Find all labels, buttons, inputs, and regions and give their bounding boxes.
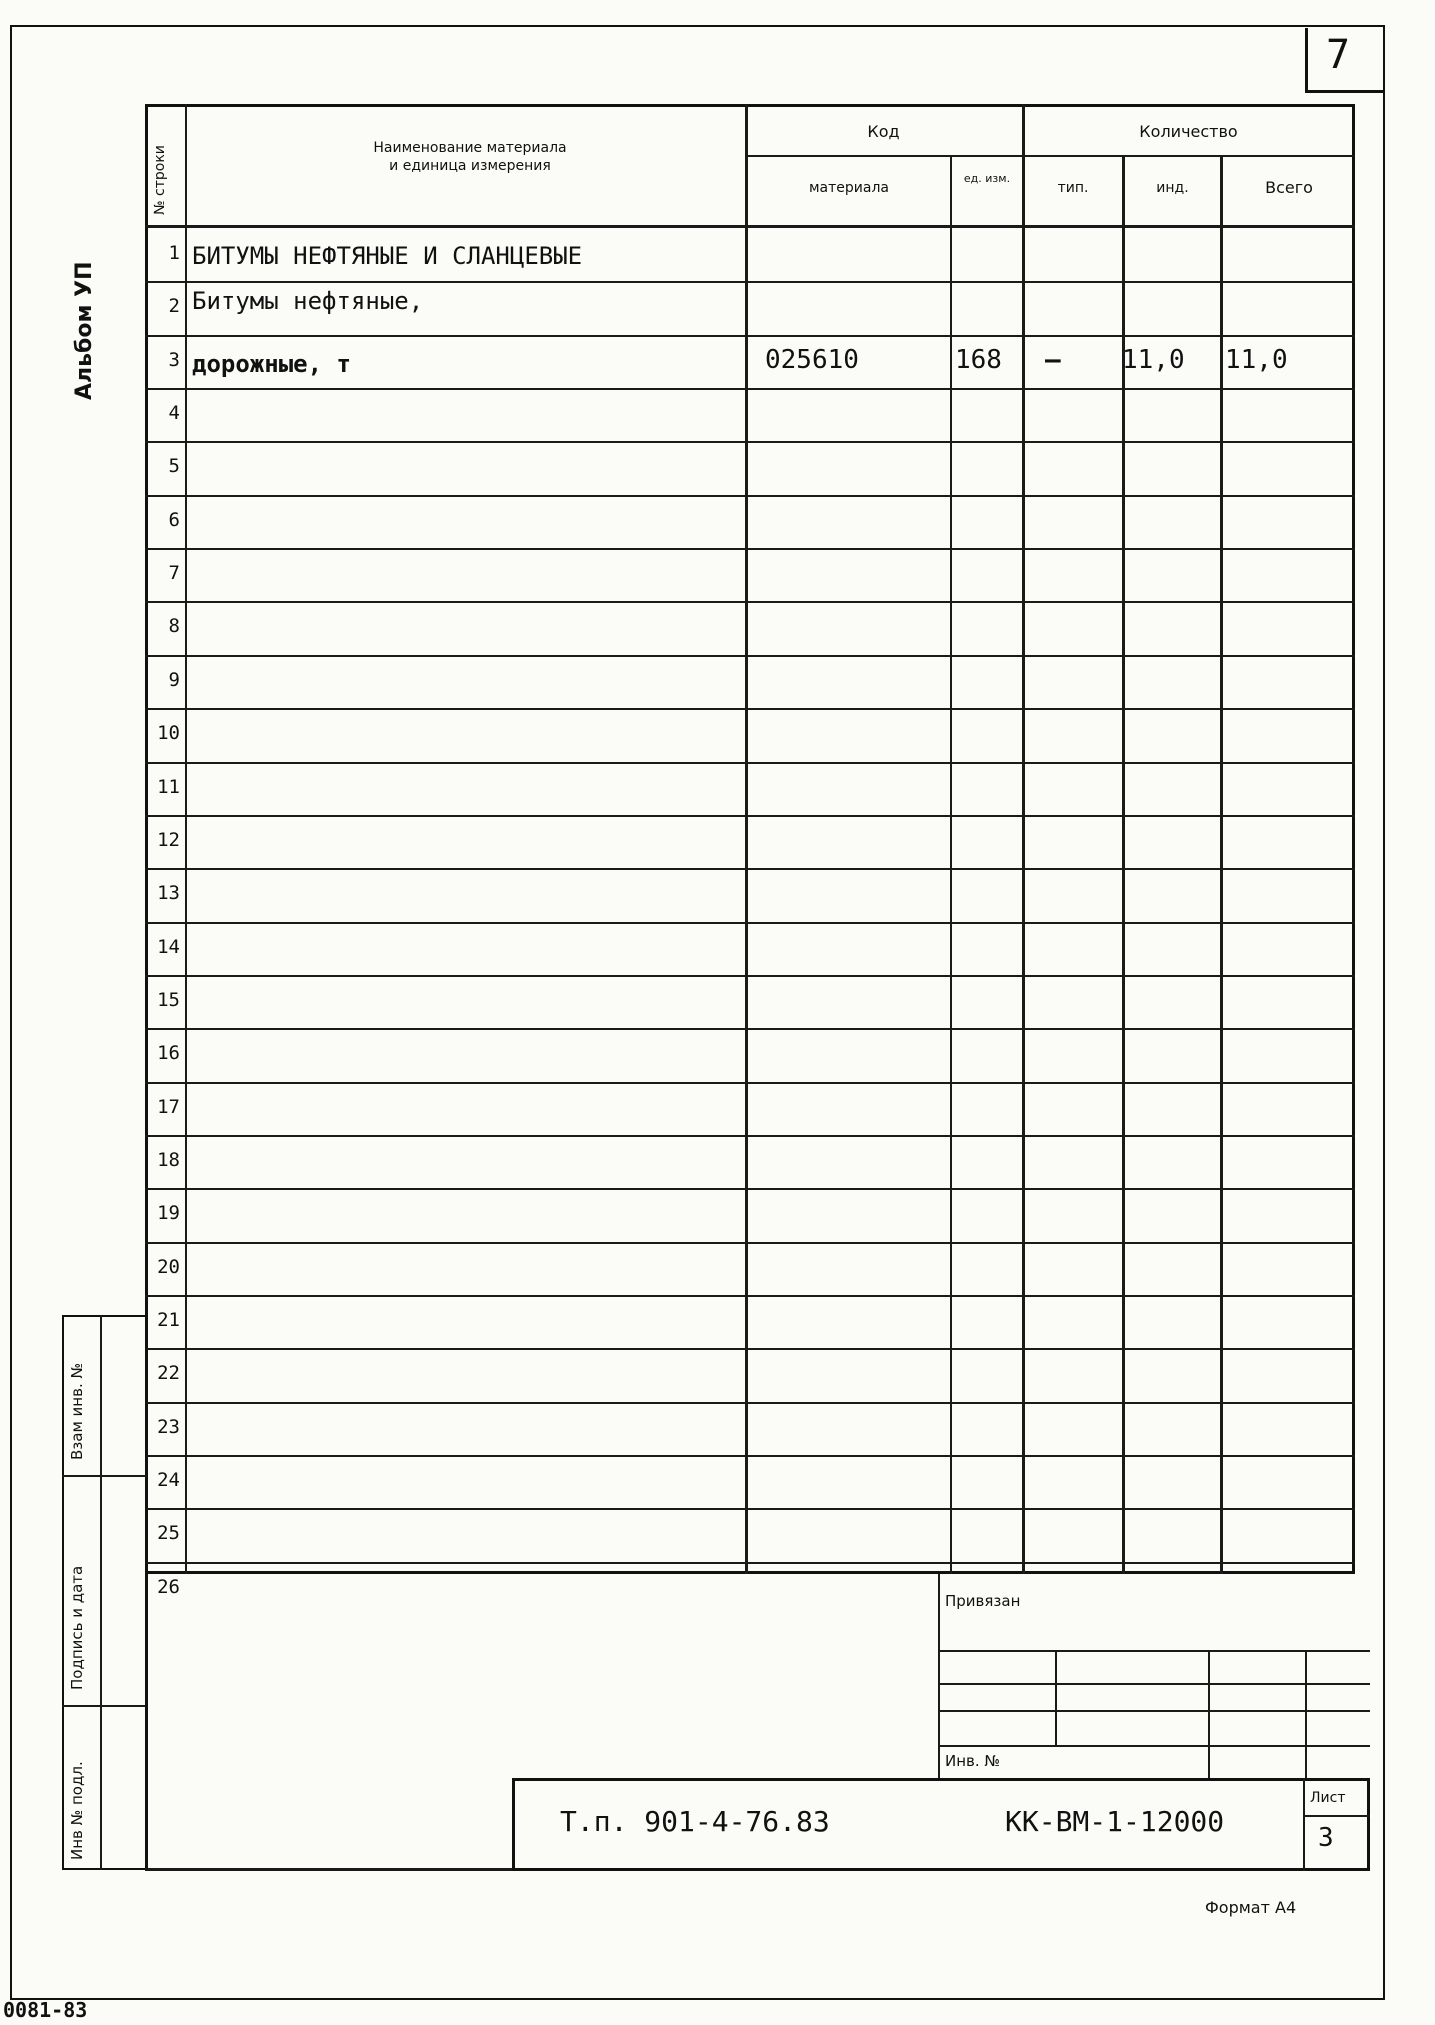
row-1-name: БИТУМЫ НЕФТЯНЫЕ И СЛАНЦЕВЫЕ (192, 242, 583, 270)
title-block-left-border (145, 1574, 148, 1870)
side-stamp-line-1 (62, 1475, 147, 1477)
inv-no-label: Инв. № (945, 1752, 1001, 1770)
row-line (145, 1295, 1355, 1297)
row-line (145, 922, 1355, 924)
row-line (145, 655, 1355, 657)
privyazan-label: Привязан (945, 1592, 1021, 1610)
row-number: 25 (157, 1522, 180, 1544)
row-3-typ: – (1045, 345, 1061, 375)
row-number: 10 (157, 722, 180, 744)
row-number: 19 (157, 1202, 180, 1224)
row-line (145, 762, 1355, 764)
header-qty-group: Количество (1139, 122, 1238, 141)
title-block-privyazan-divider (938, 1574, 940, 1779)
row-line (145, 601, 1355, 603)
row-3-total: 11,0 (1225, 345, 1288, 375)
row-line (145, 281, 1355, 283)
row-number: 13 (157, 882, 180, 904)
row-number: 2 (168, 295, 180, 317)
row-number: 21 (157, 1309, 180, 1331)
row-number: 9 (168, 669, 180, 691)
row-number: 6 (168, 509, 180, 531)
row-line (145, 1028, 1355, 1030)
project-number: Т.п. 901-4-76.83 (560, 1805, 830, 1838)
header-qty-ind: инд. (1156, 180, 1189, 196)
archive-number: 0081-83 (3, 1998, 88, 2022)
privyazan-col-3 (1305, 1650, 1307, 1778)
list-divider (1303, 1778, 1305, 1871)
privyazan-col-1 (1055, 1650, 1057, 1745)
row-3-name: дорожные, т (192, 350, 351, 378)
header-subline (745, 155, 1355, 157)
row-line (145, 815, 1355, 817)
header-code-unit: ед. изм. (963, 172, 1011, 185)
header-name: Наименование материала и единица измерения (373, 140, 567, 174)
col-divider-unit (1022, 104, 1025, 1574)
album-label: Альбом УП (72, 261, 97, 400)
side-stamp-inv: Инв № подл. (68, 1761, 86, 1860)
col-divider-rownum (185, 104, 187, 1574)
header-code-material: материала (808, 180, 889, 196)
row-number: 14 (157, 936, 180, 958)
header-code-group: Код (867, 122, 900, 141)
row-line (145, 1562, 1355, 1564)
page-number: 7 (1326, 32, 1351, 78)
row-line (145, 1508, 1355, 1510)
row-line (145, 388, 1355, 390)
row-3-code: 025610 (765, 345, 859, 375)
row-number: 11 (157, 776, 180, 798)
col-divider-code (950, 155, 952, 1574)
col-divider-name (745, 104, 748, 1574)
list-subline (1303, 1815, 1370, 1817)
side-stamp-divider (100, 1315, 102, 1870)
header-bottom-line (145, 225, 1355, 228)
row-number: 4 (168, 402, 180, 424)
main-table-frame (145, 104, 1355, 1574)
side-stamp-sign: Подпись и дата (68, 1565, 86, 1690)
header-qty-typ: тип. (1057, 180, 1089, 196)
row-line (145, 975, 1355, 977)
row-number: 23 (157, 1416, 180, 1438)
row-2-name: Битумы нефтяные, (192, 287, 424, 315)
row-line (145, 1455, 1355, 1457)
row-number: 15 (157, 989, 180, 1011)
row-number: 5 (168, 455, 180, 477)
row-number: 7 (168, 562, 180, 584)
row-3-unit: 168 (955, 345, 1002, 375)
col-divider-ind (1220, 155, 1223, 1574)
row-number: 24 (157, 1469, 180, 1491)
side-stamp-line-2 (62, 1705, 147, 1707)
row-line (145, 1135, 1355, 1137)
header-qty-total: Всего (1265, 178, 1313, 197)
row-line (145, 495, 1355, 497)
row-number: 8 (168, 615, 180, 637)
row-number: 12 (157, 829, 180, 851)
row-number: 3 (168, 349, 180, 371)
row-number: 17 (157, 1096, 180, 1118)
row-number: 16 (157, 1042, 180, 1064)
row-line (145, 1082, 1355, 1084)
row-number: 22 (157, 1362, 180, 1384)
row-line (145, 548, 1355, 550)
row-line (145, 708, 1355, 710)
row-line (145, 1242, 1355, 1244)
privyazan-col-2 (1208, 1650, 1210, 1778)
row-line (145, 1402, 1355, 1404)
row-line (145, 1348, 1355, 1350)
row-3-ind: 11,0 (1122, 345, 1185, 375)
row-number: 1 (168, 242, 180, 264)
row-line (145, 868, 1355, 870)
row-line (145, 1188, 1355, 1190)
sheet-code: КК-ВМ-1-12000 (1005, 1805, 1225, 1838)
row-number: 18 (157, 1149, 180, 1171)
list-number: 3 (1318, 1823, 1334, 1853)
row-line (145, 335, 1355, 337)
row-line (145, 441, 1355, 443)
header-row-no: № строки (152, 145, 168, 215)
row-number: 26 (157, 1576, 180, 1598)
list-label: Лист (1310, 1790, 1346, 1806)
side-stamp-vzam: Взам инв. № (68, 1362, 86, 1460)
format-label: Формат А4 (1205, 1898, 1297, 1917)
row-number: 20 (157, 1256, 180, 1278)
